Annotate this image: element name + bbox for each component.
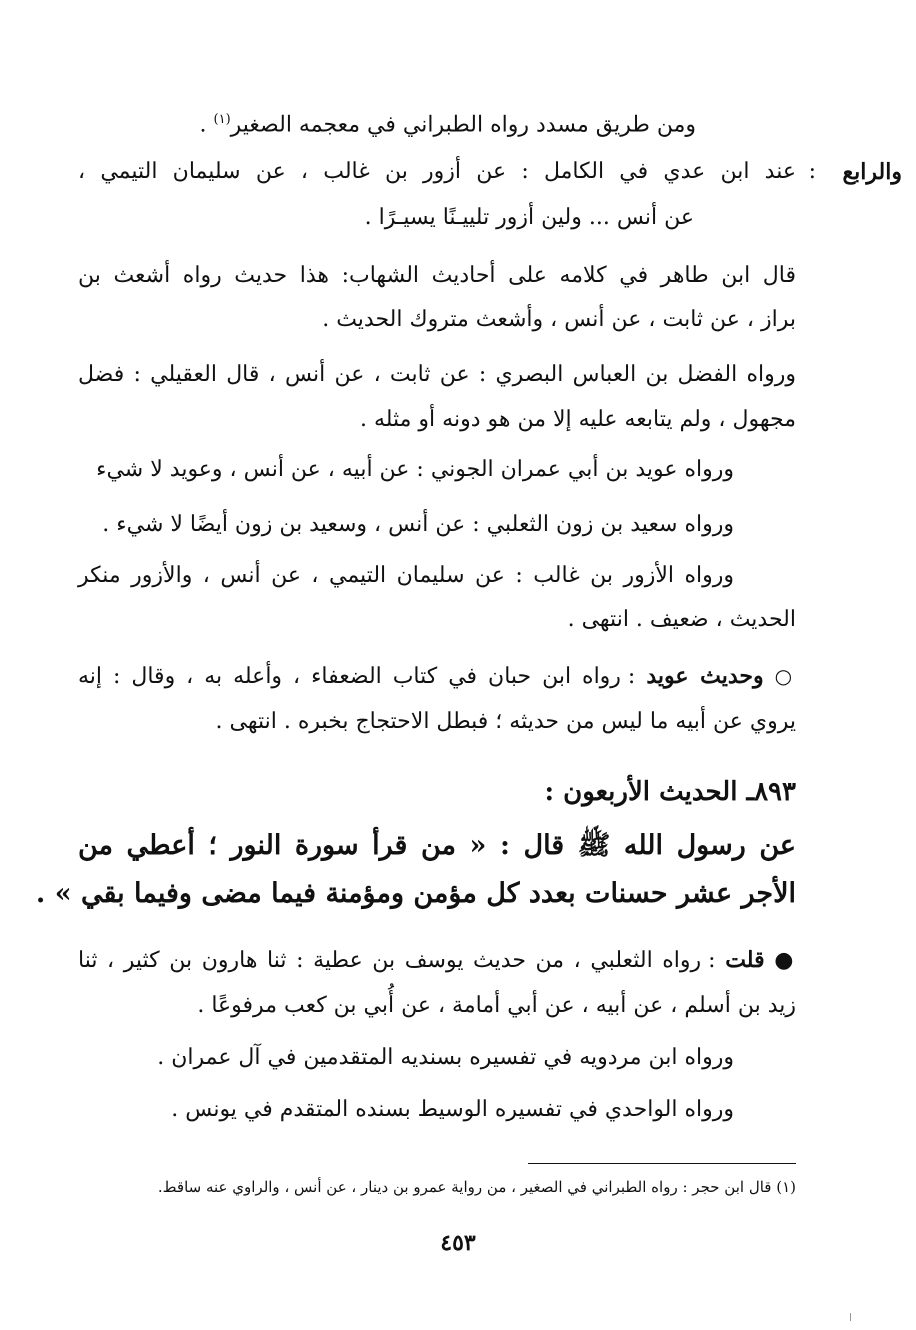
line-19-text: ورواه الواحدي في تفسيره الوسيط بسنده المتقدم في يونس . bbox=[171, 1097, 734, 1122]
line-7-text: مجهول ، ولم يتابعه عليه إلا من هو دونه أو مثله . bbox=[359, 407, 796, 432]
text-line-16 bbox=[78, 940, 796, 981]
text-line-7 bbox=[360, 400, 796, 440]
circle-bullet-icon: ○ bbox=[774, 664, 796, 688]
line-1-text: ومن طريق مسدد رواه الطبراني في معجمه الصغير bbox=[230, 112, 696, 138]
text-line-12 bbox=[78, 656, 796, 697]
text-line-18 bbox=[157, 1038, 734, 1078]
line-2-text: عند ابن عدي في الكامل : عن أزور بن غالب ، عن سليمان التيمي ، bbox=[78, 159, 796, 184]
line-18-text: ورواه ابن مردويه في تفسيره بسنديه المتقدمين في آل عمران . bbox=[157, 1045, 734, 1070]
hadith-line-2-text: الأجر عشر حسنات بعدد كل مؤمن ومؤمنة فيما مضى وفيما بقي » . bbox=[35, 878, 796, 909]
text-line-17 bbox=[197, 986, 796, 1026]
text-line-3 bbox=[365, 198, 694, 238]
text-line-4 bbox=[78, 256, 796, 296]
line-11-text: الحديث ، ضعيف . انتهى . bbox=[567, 607, 796, 632]
line-6-text: ورواه الفضل بن العباس البصري : عن ثابت ، عن أنس ، قال العقيلي : فضل bbox=[78, 362, 796, 387]
text-line-2: والرابع : عند ابن عدي في الكامل : عن أزور بن غالب ، عن سليمان التيمي ، bbox=[78, 152, 796, 192]
line-12-text: : رواه ابن حبان في كتاب الضعفاء ، وأعله به ، وقال : إنه bbox=[78, 664, 636, 689]
page-number: ٤٥٣ bbox=[440, 1230, 476, 1256]
line-1-period: . bbox=[199, 112, 207, 138]
line-4-text: قال ابن طاهر في كلامه على أحاديث الشهاب: هذا حديث رواه أشعث بن bbox=[78, 263, 796, 288]
footnote-separator bbox=[528, 1163, 796, 1164]
footnote: (١) قال ابن حجر : رواه الطبراني في الصغير ، من رواية عمرو بن دينار ، عن أنس ، والراوي عنه ساقط. bbox=[157, 1178, 796, 1196]
hadith-uwayd-label: وحديث عويد bbox=[646, 663, 764, 689]
line-10-text: ورواه الأزور بن غالب : عن سليمان التيمي ، عن أنس ، والأزور منكر bbox=[78, 563, 734, 588]
text-line-11 bbox=[568, 600, 796, 640]
text-line-5 bbox=[322, 300, 796, 340]
line-8-text: ورواه عويد بن أبي عمران الجوني : عن أبيه ، عن أنس ، وعويد لا شيء bbox=[96, 457, 734, 482]
line-5-text: براز ، عن ثابت ، عن أنس ، وأشعث متروك الحديث . bbox=[322, 307, 796, 332]
hadith-line-1-text: عن رسول الله ﷺ قال : « من قرأ سورة النور ؛ أعطي من bbox=[78, 830, 796, 861]
hadith-text-line-1 bbox=[78, 826, 796, 866]
dot-bullet-icon: ● bbox=[774, 948, 797, 973]
text-line-13 bbox=[216, 702, 797, 742]
text-line-10 bbox=[78, 556, 734, 596]
hadith-text-line-2 bbox=[36, 874, 796, 914]
text-line-8 bbox=[96, 450, 734, 490]
text-line-6 bbox=[78, 355, 796, 395]
line-16-text: : رواه الثعلبي ، من حديث يوسف بن عطية : ثنا هارون بن كثير ، ثنا bbox=[78, 948, 716, 973]
line-9-text: ورواه سعيد بن زون الثعلبي : عن أنس ، وسعيد بن زون أيضًا لا شيء . bbox=[102, 512, 734, 537]
qultu-label: قلت bbox=[725, 947, 765, 973]
line-3-text: عن أنس ... ولين أزور تلييـنًا يسيـرًا . bbox=[364, 205, 694, 230]
footnote-marker: (١) bbox=[213, 112, 231, 127]
line-13-text: يروي عن أبيه ما ليس من حديثه ؛ فبطل الاحتجاج بخبره . انتهى . bbox=[215, 709, 796, 734]
text-line-19 bbox=[171, 1090, 734, 1130]
text-line-9 bbox=[102, 505, 734, 545]
line-17-text: زيد بن أسلم ، عن أبيه ، عن أبي أمامة ، عن أُبي بن كعب مرفوعًا . bbox=[197, 993, 796, 1018]
scan-speck bbox=[850, 1313, 851, 1321]
text-line-1 bbox=[200, 100, 696, 145]
rabi-label: والرابع bbox=[842, 159, 902, 185]
hadith-heading: ٨٩٣ـ الحديث الأربعون : bbox=[544, 777, 796, 807]
